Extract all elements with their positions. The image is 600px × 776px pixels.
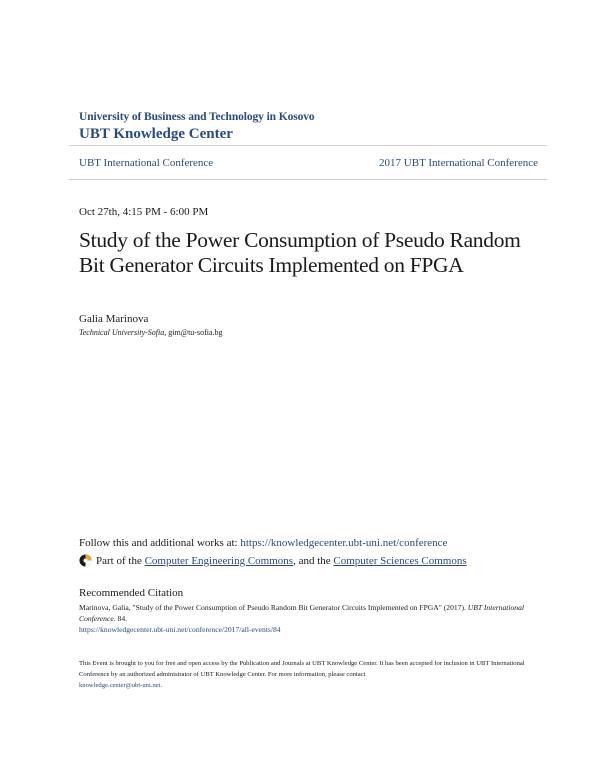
footer-end: . (160, 682, 163, 689)
footer-notice (79, 658, 529, 691)
citation-journal: UBT International Conference (79, 603, 524, 623)
part-of-middle: , and the (293, 554, 331, 567)
knowledge-center-link[interactable]: UBT Knowledge Center (79, 126, 233, 142)
follow-line (79, 537, 447, 549)
conference-link[interactable]: UBT International Conference (79, 157, 214, 169)
divider-bottom (69, 179, 547, 180)
computer-engineering-commons-link[interactable]: Computer Engineering Commons (144, 554, 294, 567)
paper-title: Study of the Power Consumption of Pseudo Random Bit Generator Circuits Implemented on FPGA (79, 228, 521, 277)
citation-page: . 84. (113, 614, 128, 623)
conference-year-link[interactable]: 2017 UBT International Conference (379, 157, 538, 169)
citation-body (79, 602, 529, 635)
part-of-prefix: Part of the (96, 554, 142, 567)
divider-top (69, 145, 547, 146)
affiliation-email: , gim@tu-sofia.bg (164, 328, 223, 337)
footer-text: This Event is brought to you for free and open access by the Publication and Journals at UBT Knowledge Center. It has been accepted for inclusion in UBT International Conference by an authorized administrator of UBT Knowledge Center. For more information, please contact (79, 660, 525, 678)
collection-link[interactable]: https://knowledgecenter.ubt-uni.net/conference (240, 537, 448, 549)
institution-link[interactable]: University of Business and Technology in Kosovo (79, 111, 315, 123)
computer-sciences-commons-link[interactable]: Computer Sciences Commons (333, 554, 467, 567)
event-date: Oct 27th, 4:15 PM - 6:00 PM (79, 206, 209, 218)
citation-url-link[interactable]: https://knowledgecenter.ubt-uni.net/conference/2017/all-events/84 (79, 625, 281, 634)
part-of-line (79, 554, 467, 567)
author-affiliation (79, 328, 223, 337)
follow-prefix: Follow this and additional works at: (79, 537, 241, 549)
repository-header (79, 110, 315, 143)
affiliation-org: Technical University-Sofia (79, 328, 165, 337)
author-name: Galia Marinova (79, 313, 149, 325)
citation-heading: Recommended Citation (79, 587, 184, 599)
citation-text: Marinova, Galia, "Study of the Power Consumption of Pseudo Random Bit Generator Circuits Implemented on FPGA" (2017). (79, 603, 468, 612)
contact-email-link[interactable]: knowledge.center@ubt-uni.net (79, 682, 161, 689)
commons-logo-icon (79, 554, 92, 567)
